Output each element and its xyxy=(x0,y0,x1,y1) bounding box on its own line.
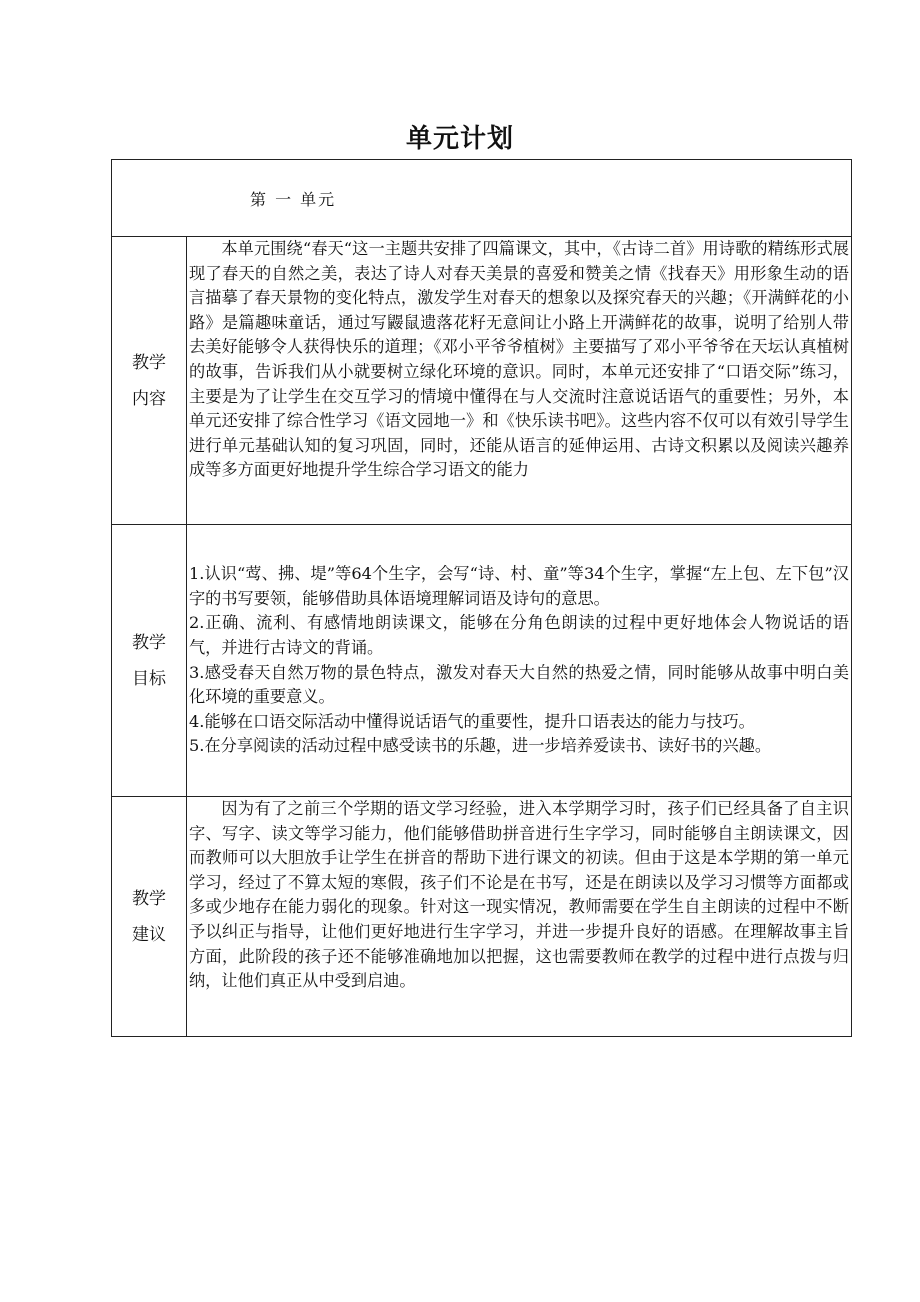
advice-label xyxy=(112,797,187,1037)
goal-item: 2.正确、流利、有感情地朗读课文，能够在分角色朗读的过程中更好地体会人物说话的语气，并进行古诗文的背诵。 xyxy=(189,613,849,657)
goal-item: 1.认识“莺、拂、堤”等64个生字，会写“诗、村、童”等34个生字，掌握“左上包、左下包”汉字的书写要领，能够借助具体语境理解词语及诗句的意思。 xyxy=(189,564,849,608)
goals-label-line1: 教学 xyxy=(132,632,166,653)
goal-item: 5.在分享阅读的活动过程中感受读书的乐趣，进一步培养爱读书、读好书的兴趣。 xyxy=(189,736,772,756)
goal-item: 4.能够在口语交际活动中懂得说话语气的重要性，提升口语表达的能力与技巧。 xyxy=(189,711,755,731)
content-label-line1: 教学 xyxy=(132,352,166,373)
advice-label-line1: 教学 xyxy=(132,888,166,909)
advice-text-cell xyxy=(187,797,852,1037)
content-text-cell xyxy=(187,237,852,525)
goals-label xyxy=(112,525,187,797)
unit-plan-table xyxy=(111,159,852,1037)
advice-row xyxy=(112,797,852,1037)
goal-item: 3.感受春天自然万物的景色特点，激发对春天大自然的热爱之情，同时能够从故事中明白美化环境的重要意义。 xyxy=(189,662,849,707)
content-label-line2: 内容 xyxy=(132,388,166,409)
content-label xyxy=(112,237,187,525)
page-title: 单元计划 xyxy=(405,124,514,154)
content-text: 本单元围绕“春天“这一主题共安排了四篇课文，其中，《古诗二首》用诗歌的精练形式展现了春天的自然之美，表达了诗人对春天美景的喜爱和赞美之情《找春天》用形象生动的语言描摹了春天景物的变化特点，激发学生对春天的想象以及探究春天的兴趣；《开满鲜花的小路》是篇趣味童话，通过写鼹鼠遗落花籽无意间让小路上开满鲜花的故事，说明了给别人带去美好能够令人获得快乐的道理；《邓小平爷爷植树》主要描写了邓小平爷爷在天坛认真植树的故事，告诉我们从小就要树立绿化环境的意识。同时，本单元还安排了“口语交际”练习，主要是为了让学生在交互学习的情境中懂得在与人交流时注意说话语气的重要性；另外，本单元还安排了综合性学习《语文园地一》和《快乐读书吧》。这些内容不仅可以有效引导学生进行单元基础认知的复习巩固，同时，还能从语言的延伸运用、古诗文积累以及阅读兴趣养成等多方面更好地提升学生综合学习语文的能力 xyxy=(189,239,849,480)
goals-text-cell xyxy=(187,525,852,797)
goals-row xyxy=(112,525,852,797)
goals-label-line2: 目标 xyxy=(132,668,166,689)
unit-heading-row xyxy=(112,160,852,237)
advice-label-line2: 建议 xyxy=(132,924,166,945)
advice-text: 因为有了之前三个学期的语文学习经验，进入本学期学习时，孩子们已经具备了自主识字、写字、读文等学习能力，他们能够借助拼音进行生字学习，同时能够自主朗读课文，因而教师可以大胆放手让学生在拼音的帮助下进行课文的初读。但由于这是本学期的第一单元学习，经过了不算太短的寒假，孩子们不论是在书写，还是在朗读以及学习习惯等方面都或多或少地存在能力弱化的现象。针对这一现实情况，教师需要在学生自主朗读的过程中不断予以纠正与指导，让他们更好地进行生字学习，并进一步提升良好的语感。在理解故事主旨方面，此阶段的孩子还不能够准确地加以把握，这也需要教师在教学的过程中进行点拨与归纳，让他们真正从中受到启迪。 xyxy=(189,799,849,991)
content-row xyxy=(112,237,852,525)
goals-list xyxy=(189,562,849,759)
unit-heading: 第 一 单元 xyxy=(112,160,852,237)
